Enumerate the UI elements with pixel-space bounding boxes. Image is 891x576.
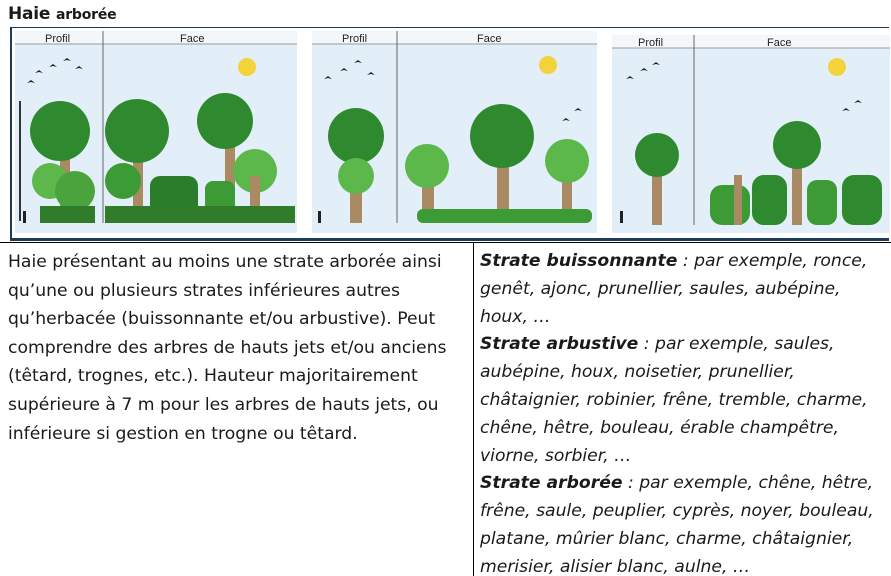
title-suffix: arborée [55, 7, 117, 23]
section-title [8, 4, 116, 24]
illustration-panel-3 [612, 35, 890, 233]
sun-icon [539, 56, 557, 74]
profile-label: Profil [342, 33, 368, 45]
profile-label: Profil [638, 37, 664, 49]
stratum-examples: : par exemple, ronce, genêt, ajonc, prunellier, saules, aubépine, houx, … [480, 251, 868, 327]
sun-icon [828, 58, 846, 76]
hedge-description: Haie présentant au moins une strate arborée ainsi qu’une ou plusieurs strates inférieures autres qu’herbacée (buissonnante et/ou arbustive). Peut comprendre des arbres de hauts jets et/ou anciens (têtard, trognes, etc.). Hauteur majoritairement supérieure à 7 m pour les arbres de hauts jets, ou inférieure si gestion en trogne ou têtard. [8, 252, 447, 444]
table-top-border [0, 242, 891, 243]
table-column-divider [473, 242, 474, 576]
person-scale-icon [318, 211, 321, 223]
face-label: Face [767, 37, 792, 49]
face-label: Face [477, 33, 502, 45]
hedge-illustrations [0, 27, 891, 241]
hedge-scene-2 [312, 31, 597, 233]
face-label: Face [180, 33, 205, 45]
sun-icon [238, 58, 256, 76]
stratum-bush [480, 331, 890, 470]
stratum-name: Strate arborée [480, 473, 623, 494]
illustration-panel-1 [15, 31, 297, 233]
stratum-shrub [480, 248, 890, 331]
hedge-scene-1 [15, 31, 297, 233]
profile-label: Profil [45, 33, 71, 45]
stratum-examples: : par exemple, chêne, hêtre, frêne, saule, peuplier, cyprès, noyer, bouleau, platane, mûrier blanc, charme, châtaignier, merisier, alisier blanc, aulne, … [480, 473, 874, 576]
hedge-scene-3 [612, 35, 890, 233]
strata-examples [480, 248, 890, 576]
person-scale-icon [620, 211, 623, 223]
person-scale-icon [23, 211, 26, 223]
stratum-tree [480, 470, 890, 576]
illustration-panel-2 [312, 31, 597, 233]
title-main: Haie [8, 4, 51, 24]
stratum-name: Strate buissonnante [480, 251, 678, 271]
stratum-examples: : par exemple, saules, aubépine, houx, noisetier, prunellier, châtaignier, robinier, frêne, tremble, charme, chêne, hêtre, bouleau, érable champêtre, viorne, sorbier, … [480, 334, 868, 466]
stratum-name: Strate arbustive [480, 334, 639, 355]
